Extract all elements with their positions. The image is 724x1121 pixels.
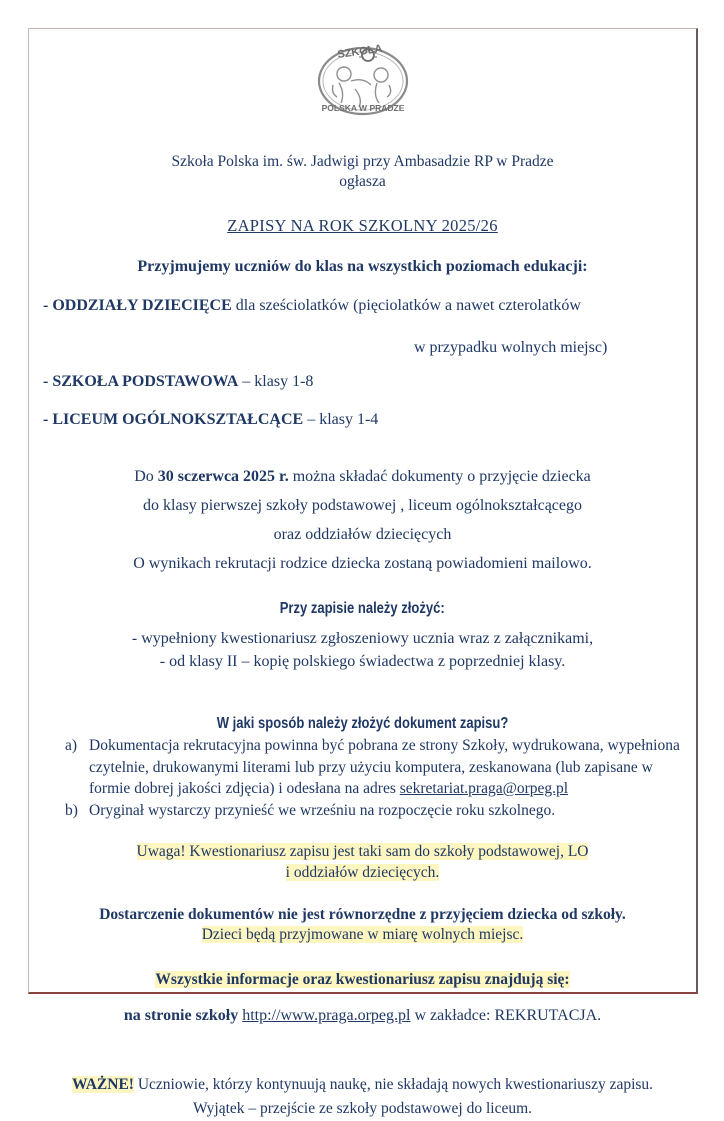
delivery-highlight-line: Dzieci będą przyjmowane w miarę wolnych miejsc. — [201, 926, 524, 943]
deadline-line1-rest: można składać dokumenty o przyjęcie dziecka — [288, 468, 591, 485]
delivery-bold-line: Dostarczenie dokumentów nie jest równorzędne z przyjęciem dziecka od szkoły. — [99, 906, 626, 923]
subtitle: Przyjmujemy uczniów do klas na wszystkich poziomach edukacji: — [137, 258, 588, 275]
level-primary-school — [43, 372, 682, 392]
deadline-line3: oraz oddziałów dziecięcych — [273, 526, 452, 543]
email-link[interactable]: sekretariat.praga@orpeg.pl — [399, 780, 569, 797]
deadline-line4: O wynikach rekrutacji rodzice dziecka zostaną powiadomieni mailowo. — [133, 555, 592, 572]
howto-item-a-body: Dokumentacja rekrutacyjna powinna być pobrana ze strony Szkoły, wydrukowana, wypełniona czytelnie, drukowanymi literami lub przy użyciu komputera, zeskanowana (lub zapisane w formie dobrej jakości zdjęcia) i odesłana na adres — [89, 737, 680, 797]
submission-heading: Przy zapisie należy złożyć: — [279, 600, 445, 617]
info-heading: Wszystkie informacje oraz kwestionariusz zapisu znajdują się: — [155, 971, 570, 988]
uwaga-line1: Uwaga! Kwestionariusz zapisu jest taki sam do szkoły podstawowej, LO — [136, 843, 589, 860]
logo-bottom-text: POLSKA W PRADZE — [321, 103, 404, 113]
submission-item-questionnaire: - wypełniony kwestionariusz zgłoszeniowy ucznia wraz z załącznikami, — [131, 630, 594, 647]
deadline-date: 30 sczerwca 2025 r. — [157, 468, 289, 485]
logo-top-text: SZKOŁA — [336, 42, 383, 61]
level-children-bold: - ODDZIAŁY DZIECIĘCE — [43, 297, 232, 314]
uwaga-line1-wrap — [43, 841, 682, 862]
level-primary-rest: – klasy 1-8 — [238, 373, 314, 390]
howto-heading: W jaki sposób należy złożyć dokument zapisu? — [216, 715, 509, 732]
info-heading-wrap — [43, 971, 682, 989]
howto-item-a-marker: a) — [65, 737, 78, 754]
important-label: WAŻNE! — [71, 1076, 134, 1093]
document-frame — [28, 28, 698, 1117]
education-levels — [43, 296, 682, 430]
delivery-highlight-wrap — [43, 925, 682, 945]
uwaga-line2: i oddziałów dziecięcych. — [285, 864, 440, 881]
footer-line1-rest: Uczniowie, którzy kontynuują naukę, nie składają nowych kwestionariuszy zapisu. — [133, 1076, 654, 1093]
deadline-line2: do klasy pierwszej szkoły podstawowej , liceum ogólnokształcącego — [143, 497, 582, 514]
level-high-rest: – klasy 1-4 — [303, 411, 379, 428]
submission-items — [43, 627, 682, 673]
footer-note — [43, 1073, 682, 1121]
footer-line1 — [43, 1073, 682, 1097]
school-logo — [43, 41, 682, 124]
footer-line2: Wyjątek – przejście ze szkoły podstawowej do liceum. — [192, 1100, 533, 1117]
uwaga-note — [43, 841, 682, 883]
school-seal-icon — [311, 41, 415, 119]
level-high-bold: - LICEUM OGÓLNOKSZTAŁCĄCE — [43, 411, 304, 428]
website-line — [43, 1007, 682, 1025]
level-children-sections — [43, 296, 682, 316]
submission-heading-wrap — [43, 600, 682, 618]
submission-item-certificate: - od klasy II – kopię polskiego świadectwa z poprzedniej klasy. — [159, 653, 566, 670]
level-children-rest: dla sześciolatków (pięciolatków a nawet czterolatków — [231, 297, 581, 314]
howto-item-b-marker: b) — [65, 801, 78, 819]
deadline-line1 — [43, 462, 682, 491]
howto-item-a-text — [89, 735, 682, 800]
level-high-school — [43, 410, 682, 430]
level-primary-bold: - SZKOŁA PODSTAWOWA — [43, 373, 239, 390]
howto-item-b — [65, 800, 682, 822]
level-children-continuation: w przypadku wolnych miejsc) — [414, 339, 608, 356]
delivery-note — [43, 905, 682, 945]
uwaga-line2-wrap — [43, 862, 682, 883]
deadline-prefix: Do — [134, 468, 158, 485]
announces-line: ogłasza — [339, 173, 386, 190]
website-suffix: w zakładce: REKRUTACJA. — [410, 1007, 602, 1024]
page-title: ZAPISY NA ROK SZKOLNY 2025/26 — [227, 216, 498, 235]
howto-item-b-text: Oryginał wystarczy przynieść we wrześniu na rozpoczęcie roku szkolnego. — [89, 801, 556, 819]
website-prefix: na stronie szkoły — [123, 1007, 243, 1024]
howto-heading-wrap — [43, 715, 682, 733]
deadline-paragraph — [43, 462, 682, 578]
school-name-line: Szkoła Polska im. św. Jadwigi przy Ambasadzie RP w Pradze — [171, 153, 554, 170]
howto-item-a — [65, 735, 682, 800]
website-link[interactable]: http://www.praga.orpeg.pl — [242, 1007, 411, 1024]
howto-list — [43, 735, 682, 821]
